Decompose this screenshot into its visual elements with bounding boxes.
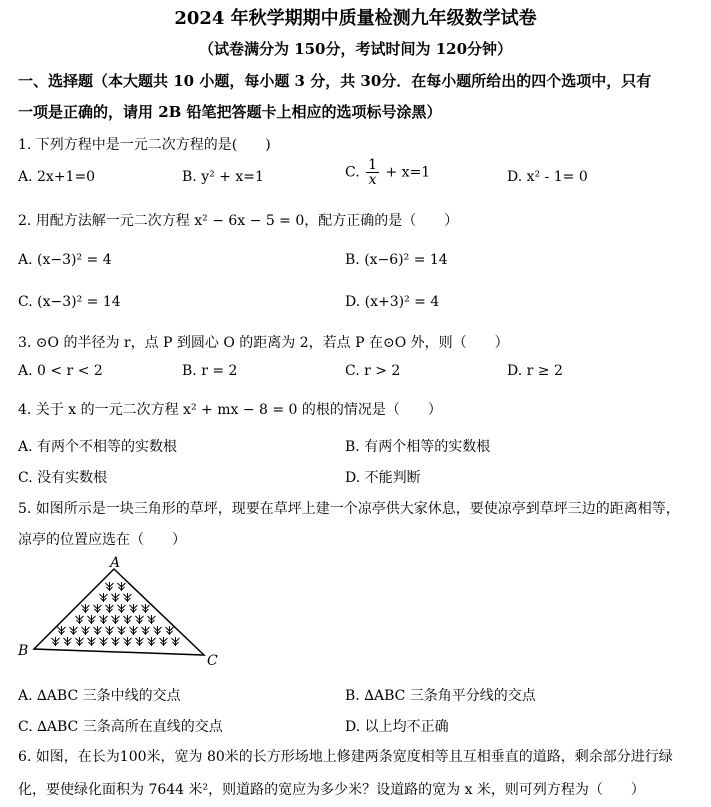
grass-tuft [87,637,95,646]
grass-tuft [141,604,149,613]
grass-tuft [81,626,89,635]
q1-option-c-letter: C. [345,164,360,181]
grass-tuft [135,615,143,624]
grass-tuft [141,626,149,635]
grass-tuft [129,604,137,613]
grass-tuft [135,637,143,646]
triangle-lawn-figure [14,555,224,670]
exam-title: 2024 年秋学期期中质量检测九年级数学试卷 [174,8,537,29]
grass-tuft [93,604,101,613]
q4-option-b: B. 有两个相等的实数根 [345,439,491,455]
grass-tuft [81,604,89,613]
grass-tuft [105,604,113,613]
question-5-stem-line1: 5. 如图所示是一块三角形的草坪，现要在草坪上建一个凉亭供大家休息，要使凉亭到草坪三边的距离相等， [18,501,680,517]
question-6-stem-line1: 6. 如图，在长为100米，宽为 80米的长方形场地上修建两条宽度相等且互相垂直的道路，剩余部分进行绿 [18,749,673,765]
q2-option-c: C. (x−3)² = 14 [18,294,121,310]
q4-option-d: D. 不能判断 [345,470,421,486]
grass-tuft [111,615,119,624]
vertex-label-b: B [18,643,29,659]
q1-frac-numerator: 1 [368,157,378,173]
question-3-stem: 3. ⊙O 的半径为 r，点 P 到圆心 O 的距离为 2，若点 P 在⊙O 外，则（ ） [18,335,509,351]
grass-tuft [117,582,125,591]
grass-tuft [147,615,155,624]
question-5-stem-line2: 凉亭的位置应选在（ ） [18,532,186,548]
vertex-label-a: A [110,555,121,571]
q3-option-b: B. r = 2 [182,363,238,379]
grass-tuft [63,637,71,646]
grass-tuft [93,626,101,635]
grass-tuft [75,637,83,646]
grass-tuft [99,637,107,646]
grass-tuft [111,593,119,602]
q2-option-b: B. (x−6)² = 14 [345,252,448,268]
exam-subtitle: （试卷满分为 150分，考试时间为 120分钟） [198,40,513,58]
q5-option-a: A. ∆ABC 三条中线的交点 [18,688,181,704]
question-1-stem: 1. 下列方程中是一元二次方程的是( ) [18,137,271,153]
grass-tuft [51,637,59,646]
question-6-stem-line2: 化，要使绿化面积为 7644 米²，则道路的宽应为多少米？设道路的宽为 x 米，则可列方程为（ ） [18,782,645,798]
grass-tuft [123,615,131,624]
grass-tuft [165,626,173,635]
q1-option-b: B. y² + x=1 [182,169,264,185]
grass-tuft [123,593,131,602]
question-2-stem: 2. 用配方法解一元二次方程 x² − 6x − 5 = 0，配方正确的是（ ） [18,213,459,229]
grass-tuft [129,626,137,635]
grass-tuft [147,637,155,646]
grass-tuft [159,637,167,646]
grass-tuft [153,626,161,635]
grass-tuft [105,626,113,635]
grass-tuft [105,582,113,591]
section-heading-line1: 一、选择题（本大题共 10 小题，每小题 3 分，共 30分．在每小题所给出的四个选项中，只有 [18,72,652,90]
q1-frac-denominator: x [368,172,377,188]
grass-tuft [75,615,83,624]
question-4-stem: 4. 关于 x 的一元二次方程 x² + mx − 8 = 0 的根的情况是（ ） [18,402,442,418]
section-heading-line2: 一项是正确的，请用 2B 铅笔把答题卡上相应的选项标号涂黑） [18,103,442,121]
q3-option-a: A. 0 < r < 2 [18,363,103,379]
q5-option-c: C. ∆ABC 三条高所在直线的交点 [18,719,223,735]
grass-tuft [57,626,65,635]
q2-option-d: D. (x+3)² = 4 [345,294,440,310]
q1-option-d: D. x² - 1= 0 [507,169,588,185]
q2-option-a: A. (x−3)² = 4 [18,252,112,268]
q3-option-c: C. r > 2 [345,363,401,379]
q1-option-c-rest: + x=1 [385,164,431,181]
grass-tuft [69,626,77,635]
grass-tuft [99,615,107,624]
q5-option-d: D. 以上均不正确 [345,719,449,735]
q5-option-b: B. ∆ABC 三条角平分线的交点 [345,688,536,704]
grass-tuft [123,637,131,646]
grass-tuft [117,604,125,613]
q1-option-c [345,158,430,187]
vertex-label-c: C [207,653,218,669]
grass-tuft [117,626,125,635]
q4-option-a: A. 有两个不相等的实数根 [18,439,178,455]
q1-option-a: A. 2x+1=0 [18,169,96,185]
grass-tuft [99,593,107,602]
grass-tuft [171,637,179,646]
grass-tuft [111,637,119,646]
q4-option-c: C. 没有实数根 [18,470,108,486]
q1-option-c-fraction [366,158,379,187]
q3-option-d: D. r ≥ 2 [507,363,563,379]
grass-tuft [87,615,95,624]
